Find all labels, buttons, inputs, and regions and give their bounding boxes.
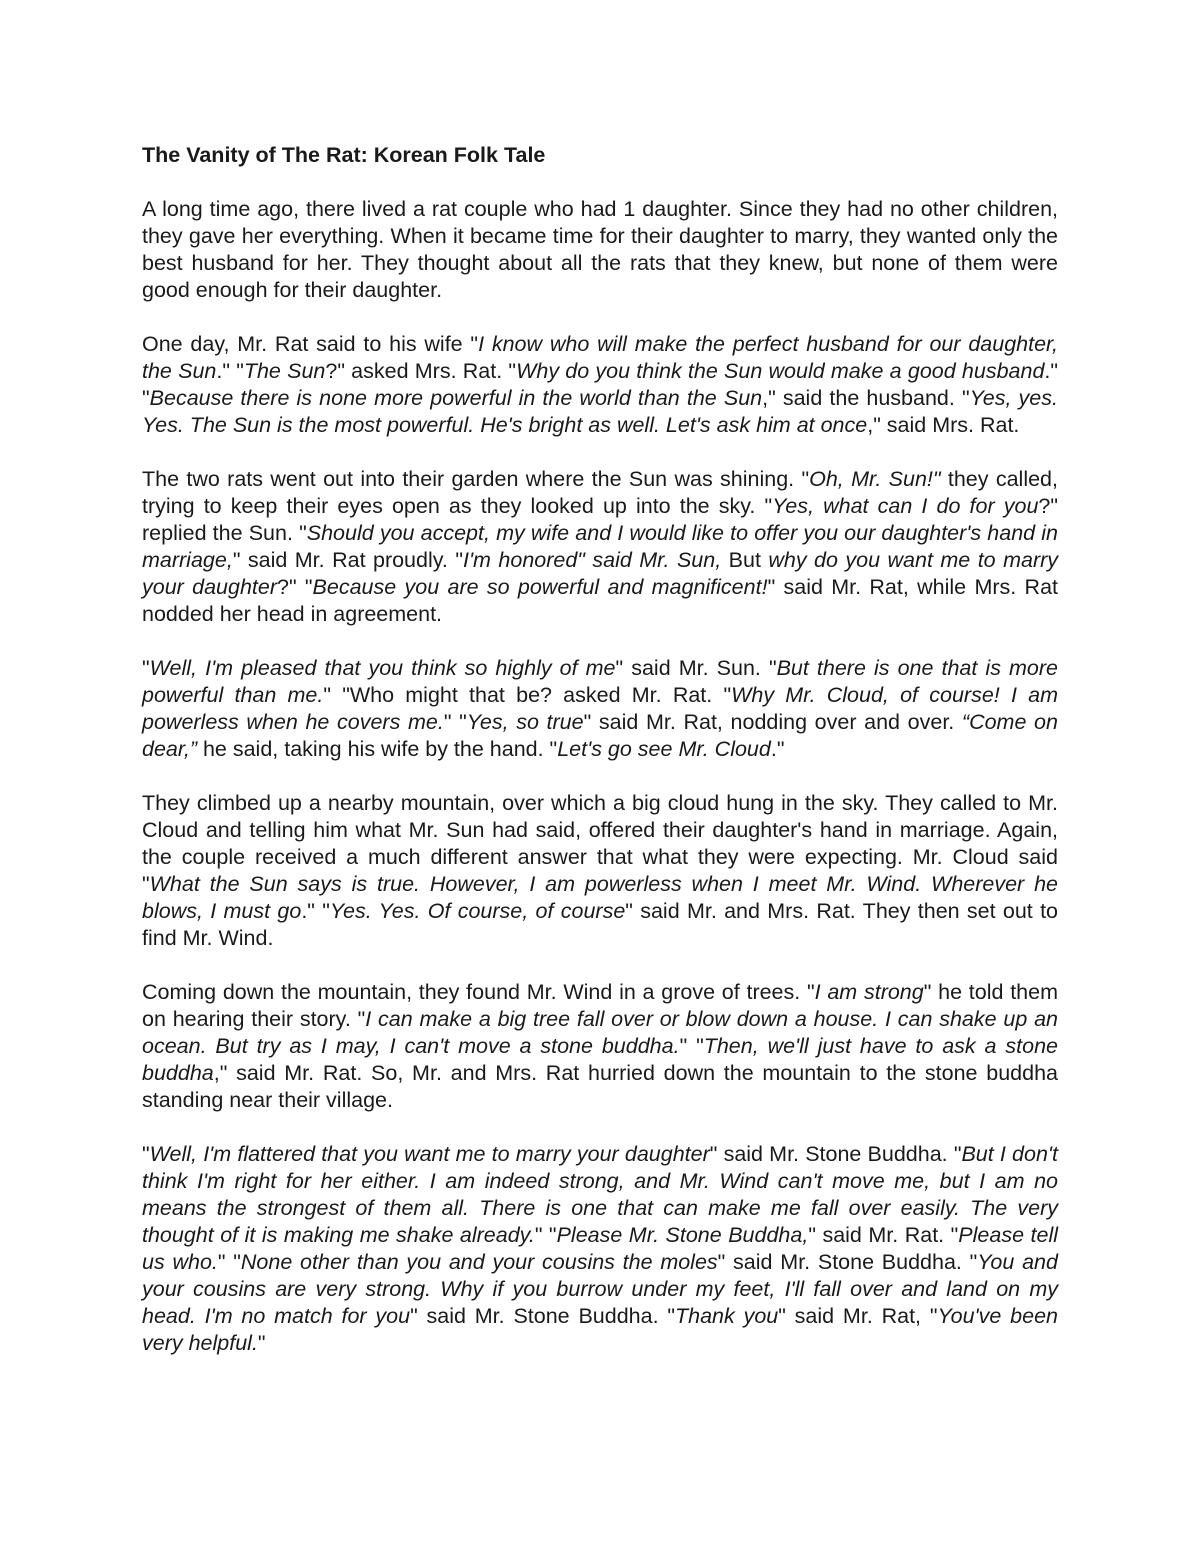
- paragraph: [142, 1141, 1058, 1357]
- text-run: ," said Mrs. Rat.: [867, 413, 1020, 437]
- italic-text-run: Yes. Yes. Of course, of course: [329, 899, 626, 923]
- italic-text-run: I am strong: [814, 980, 924, 1004]
- paragraph: [142, 331, 1058, 439]
- text-run: ." ": [301, 899, 330, 923]
- text-run: " ": [443, 710, 467, 734]
- italic-text-run: The Sun: [243, 359, 326, 383]
- italic-text-run: why do you want me to marry your daughter: [142, 548, 1059, 599]
- italic-text-run: Should you accept, my wife and I would like to offer you our daughter's hand in marriage,: [142, 521, 1058, 572]
- text-run: " ": [534, 1223, 557, 1247]
- italic-text-run: Because there is none more powerful in the world than the Sun: [149, 386, 763, 410]
- italic-text-run: But I don't think I'm right for her either. I am indeed strong, and Mr. Wind can't move me, but I am no means the strongest of them all. There is one that can make me fall over easily. The very thought of it is making me shake already.: [142, 1142, 1058, 1247]
- text-run: " said Mr. Rat. ": [808, 1223, 959, 1247]
- italic-text-run: Then, we'll just have to ask a stone buddha: [142, 1034, 1058, 1085]
- italic-text-run: Thank you: [675, 1304, 779, 1328]
- document-body: [142, 196, 1058, 1357]
- text-run: " said Mr. Stone Buddha. ": [709, 1142, 962, 1166]
- italic-text-run: Yes, what can I do for you: [772, 494, 1039, 518]
- text-run: " "Who might that be? asked Mr. Rat. ": [323, 683, 732, 707]
- italic-text-run: None other than you and your cousins the moles: [240, 1250, 718, 1274]
- italic-text-run: Please tell us who.: [142, 1223, 1058, 1274]
- paragraph: [142, 979, 1058, 1114]
- text-run: .": [770, 737, 785, 761]
- text-run: Coming down the mountain, they found Mr. Wind in a grove of trees. ": [142, 980, 815, 1004]
- italic-text-run: You've been very helpful.: [142, 1304, 1059, 1355]
- text-run: But: [721, 548, 769, 572]
- italic-text-run: Oh, Mr. Sun!": [809, 467, 941, 491]
- text-run: " said Mr. Rat, while Mrs. Rat nodded her head in agreement.: [142, 575, 1058, 626]
- text-run: ": [142, 656, 150, 680]
- italic-text-run: But there is one that is more powerful than me.: [142, 656, 1059, 707]
- italic-text-run: Yes, so true: [466, 710, 584, 734]
- italic-text-run: Well, I'm flattered that you want me to marry your daughter: [149, 1142, 710, 1166]
- text-run: ." ": [142, 359, 1059, 410]
- text-run: ?" asked Mrs. Rat. ": [325, 359, 517, 383]
- document-title: The Vanity of The Rat: Korean Folk Tale: [142, 143, 546, 167]
- paragraph: [142, 655, 1058, 763]
- text-run: ," said the husband. ": [762, 386, 970, 410]
- text-run: " ": [217, 1250, 241, 1274]
- italic-text-run: Because you are so powerful and magnificent!: [312, 575, 768, 599]
- text-run: A long time ago, there lived a rat couple who had 1 daughter. Since they had no other children, they gave her everything. When it became time for their daughter to marry, they wanted only the best husband for her. They thought about all the rats that they knew, but none of them were good enough for their daughter.: [142, 197, 1058, 302]
- text-run: " said Mr. Stone Buddha. ": [717, 1250, 978, 1274]
- text-run: " said Mr. Rat, ": [778, 1304, 938, 1328]
- text-run: ": [142, 1142, 150, 1166]
- italic-text-run: Yes, yes. Yes. The Sun is the most powerful. He's bright as well. Let's ask him at once: [142, 386, 1058, 437]
- text-run: " said Mr. Stone Buddha. ": [410, 1304, 675, 1328]
- paragraph: [142, 196, 1058, 304]
- text-run: ." ": [216, 359, 244, 383]
- italic-text-run: I know who will make the perfect husband for our daughter, the Sun: [142, 332, 1058, 383]
- text-run: " said Mr. Sun. ": [615, 656, 777, 680]
- text-run: he said, taking his wife by the hand. ": [196, 737, 558, 761]
- italic-text-run: What the Sun says is true. However, I am powerless when I meet Mr. Wind. Wherever he blows, I must go: [142, 872, 1058, 923]
- text-run: One day, Mr. Rat said to his wife ": [142, 332, 479, 356]
- text-run: ," said Mr. Rat. So, Mr. and Mrs. Rat hurried down the mountain to the stone buddha standing near their village.: [142, 1061, 1058, 1112]
- text-run: ?" ": [277, 575, 313, 599]
- text-run: " he told them on hearing their story. ": [142, 980, 1058, 1031]
- text-run: " said Mr. Rat, nodding over and over.: [583, 710, 962, 734]
- italic-text-run: I'm honored" said Mr. Sun,: [462, 548, 722, 572]
- paragraph: [142, 790, 1058, 952]
- text-run: they called, trying to keep their eyes open as they looked up into the sky. ": [142, 467, 1058, 518]
- italic-text-run: You and your cousins are very strong. Why if you burrow under my feet, I'll fall over and land on my head. I'm no match for you: [142, 1250, 1058, 1328]
- text-run: ": [257, 1331, 266, 1355]
- text-run: ?" replied the Sun. ": [142, 494, 1058, 545]
- text-run: " said Mr. and Mrs. Rat. They then set out to find Mr. Wind.: [142, 899, 1059, 950]
- text-run: They climbed up a nearby mountain, over which a big cloud hung in the sky. They called to Mr. Cloud and telling him what Mr. Sun had said, offered their daughter's hand in marriage. Again, the couple received a much different answer that what they were expecting. Mr. Cloud said ": [142, 791, 1058, 896]
- document-page: [142, 142, 1058, 1384]
- italic-text-run: Why do you think the Sun would make a good husband: [516, 359, 1045, 383]
- italic-text-run: I can make a big tree fall over or blow down a house. I can shake up an ocean. But try as I may, I can't move a stone buddha.: [142, 1007, 1058, 1058]
- text-run: The two rats went out into their garden where the Sun was shining. ": [142, 467, 810, 491]
- italic-text-run: Please Mr. Stone Buddha,: [556, 1223, 809, 1247]
- italic-text-run: Well, I'm pleased that you think so highly of me: [149, 656, 616, 680]
- italic-text-run: “Come on dear,”: [142, 710, 1058, 761]
- text-run: " ": [679, 1034, 704, 1058]
- text-run: " said Mr. Rat proudly. ": [232, 548, 463, 572]
- italic-text-run: Why Mr. Cloud, of course! I am powerless when he covers me.: [142, 683, 1058, 734]
- paragraph: [142, 466, 1058, 628]
- italic-text-run: Let's go see Mr. Cloud: [557, 737, 771, 761]
